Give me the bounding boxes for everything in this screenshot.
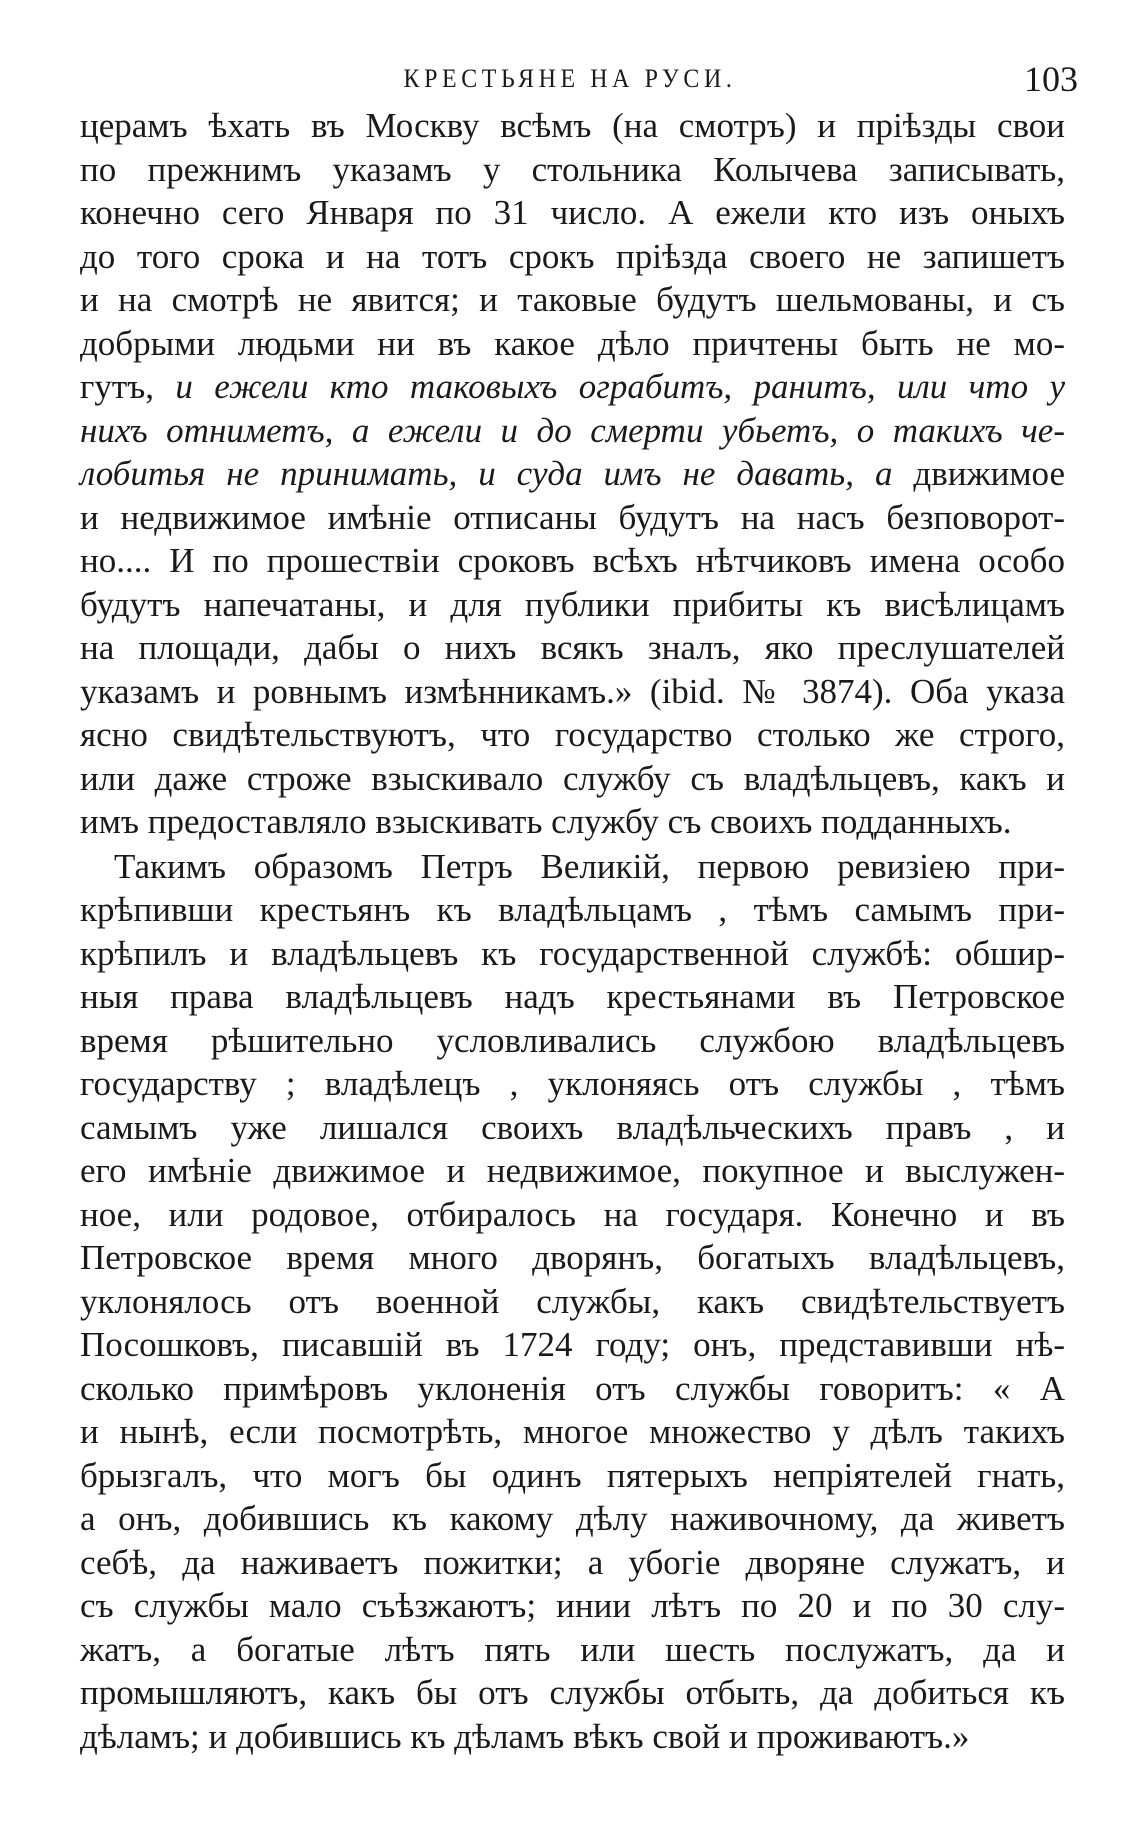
text-line: а онъ, добившись къ какому дѣлу наживочному, да живетъ [80,1499,1065,1538]
text-line: жатъ, а богатые лѣтъ пять или шесть послужатъ, да и [80,1629,1065,1669]
text-line: себѣ, да наживаетъ пожитки; а убогіе дворяне служатъ, и [80,1542,1065,1582]
text-line: на площади, дабы о нихъ всякъ зналъ, яко преслушателей [80,628,1065,667]
body-text [80,104,1065,1758]
text-line: ное, или родовое, отбиралось на государя. Конечно и въ [80,1194,1065,1234]
text-line: Посошковъ, писавшій въ 1724 году; онъ, представивши нѣ- [80,1325,1065,1364]
text-line: имъ предоставляло взыскивать службу съ своихъ подданныхъ. [80,802,1012,841]
page-number: 103 [1024,59,1078,99]
text-line: самымъ уже лишался своихъ владѣльческихъ правъ , и [80,1107,1065,1147]
text-line: уклонялось отъ военной службы, какъ свидѣтельствуетъ [80,1281,1065,1321]
text-line: но.... И по прошествіи сроковъ всѣхъ нѣтчиковъ имена особо [80,541,1065,580]
text-line: ныя права владѣльцевъ надъ крестьянами въ Петровское [80,977,1065,1016]
text-line: Такимъ образомъ Петръ Великій, первою ревизіею при- [114,846,1065,886]
text-line: и на смотрѣ не явится; и таковые будутъ шельмованы, и съ [80,280,1065,319]
text-line: по прежнимъ указамъ у стольника Колычева записывать, [80,149,1065,189]
text-line: конечно сего Января по 31 число. А ежели кто изъ оныхъ [80,193,1065,232]
paragraph-2 [80,845,1065,1759]
text-line: нихъ отниметъ, а ежели и до смерти убьетъ, о такихъ че- [80,410,1065,450]
text-line: его имѣніе движимое и недвижимое, покупное и выслужен- [80,1151,1065,1190]
text-line: и недвижимое имѣніе отписаны будутъ на насъ безповорот- [80,497,1065,537]
text-line: или даже строже взыскивало службу съ владѣльцевъ, какъ и [80,758,1065,798]
text-line: ясно свидѣтельствуютъ, что государство столько же строго, [80,715,1065,754]
text-line: добрыми людьми ни въ какое дѣло причтены быть не мо- [80,323,1065,363]
running-title: КРЕСТЬЯНЕ НА РУСИ. [403,64,737,93]
text-line: церамъ ѣхать въ Москву всѣмъ (на смотръ) и пріѣзды свои [80,106,1065,145]
text-line: дѣламъ; и добившись къ дѣламъ вѣкъ свой и проживаютъ.» [80,1716,970,1756]
text-line: брызгалъ, что могъ бы одинъ пятерыхъ непріятелей гнать, [80,1455,1065,1495]
text-line: указамъ и ровнымъ измѣнникамъ.» (ibid. № 3874). Оба указа [80,671,1065,711]
paragraph-1 [80,104,1065,844]
text-line: государству ; владѣлецъ , уклоняясь отъ службы , тѣмъ [80,1064,1065,1103]
text-line: время рѣшительно условливались службою владѣльцевъ [80,1020,1065,1060]
text-line: сколько примѣровъ уклоненія отъ службы говоритъ: « А [80,1368,1065,1408]
text-line: Петровское время много дворянъ, богатыхъ владѣльцевъ, [80,1238,1065,1277]
text-line: крѣпивши крестьянъ къ владѣльцамъ , тѣмъ самымъ при- [80,890,1065,929]
text-line: лобитья не принимать, и суда имъ не давать, а движимое [80,454,1065,493]
text-line: гутъ, и ежели кто таковыхъ ограбитъ, ранитъ, или что у [80,367,1065,406]
text-line: и нынѣ, если посмотрѣть, многое множество у дѣлъ такихъ [80,1412,1065,1451]
text-line: до того срока и на тотъ срокъ пріѣзда своего не запишетъ [80,236,1065,276]
text-line: съ службы мало съѣзжаютъ; инии лѣтъ по 20 и по 30 слу- [80,1586,1065,1625]
text-line: крѣпилъ и владѣльцевъ къ государственной службѣ: обшир- [80,933,1065,973]
running-head [0,58,1140,98]
text-line: будутъ напечатаны, и для публики прибиты къ висѣлицамъ [80,584,1065,624]
text-line: промышляютъ, какъ бы отъ службы отбыть, да добиться къ [80,1673,1065,1712]
